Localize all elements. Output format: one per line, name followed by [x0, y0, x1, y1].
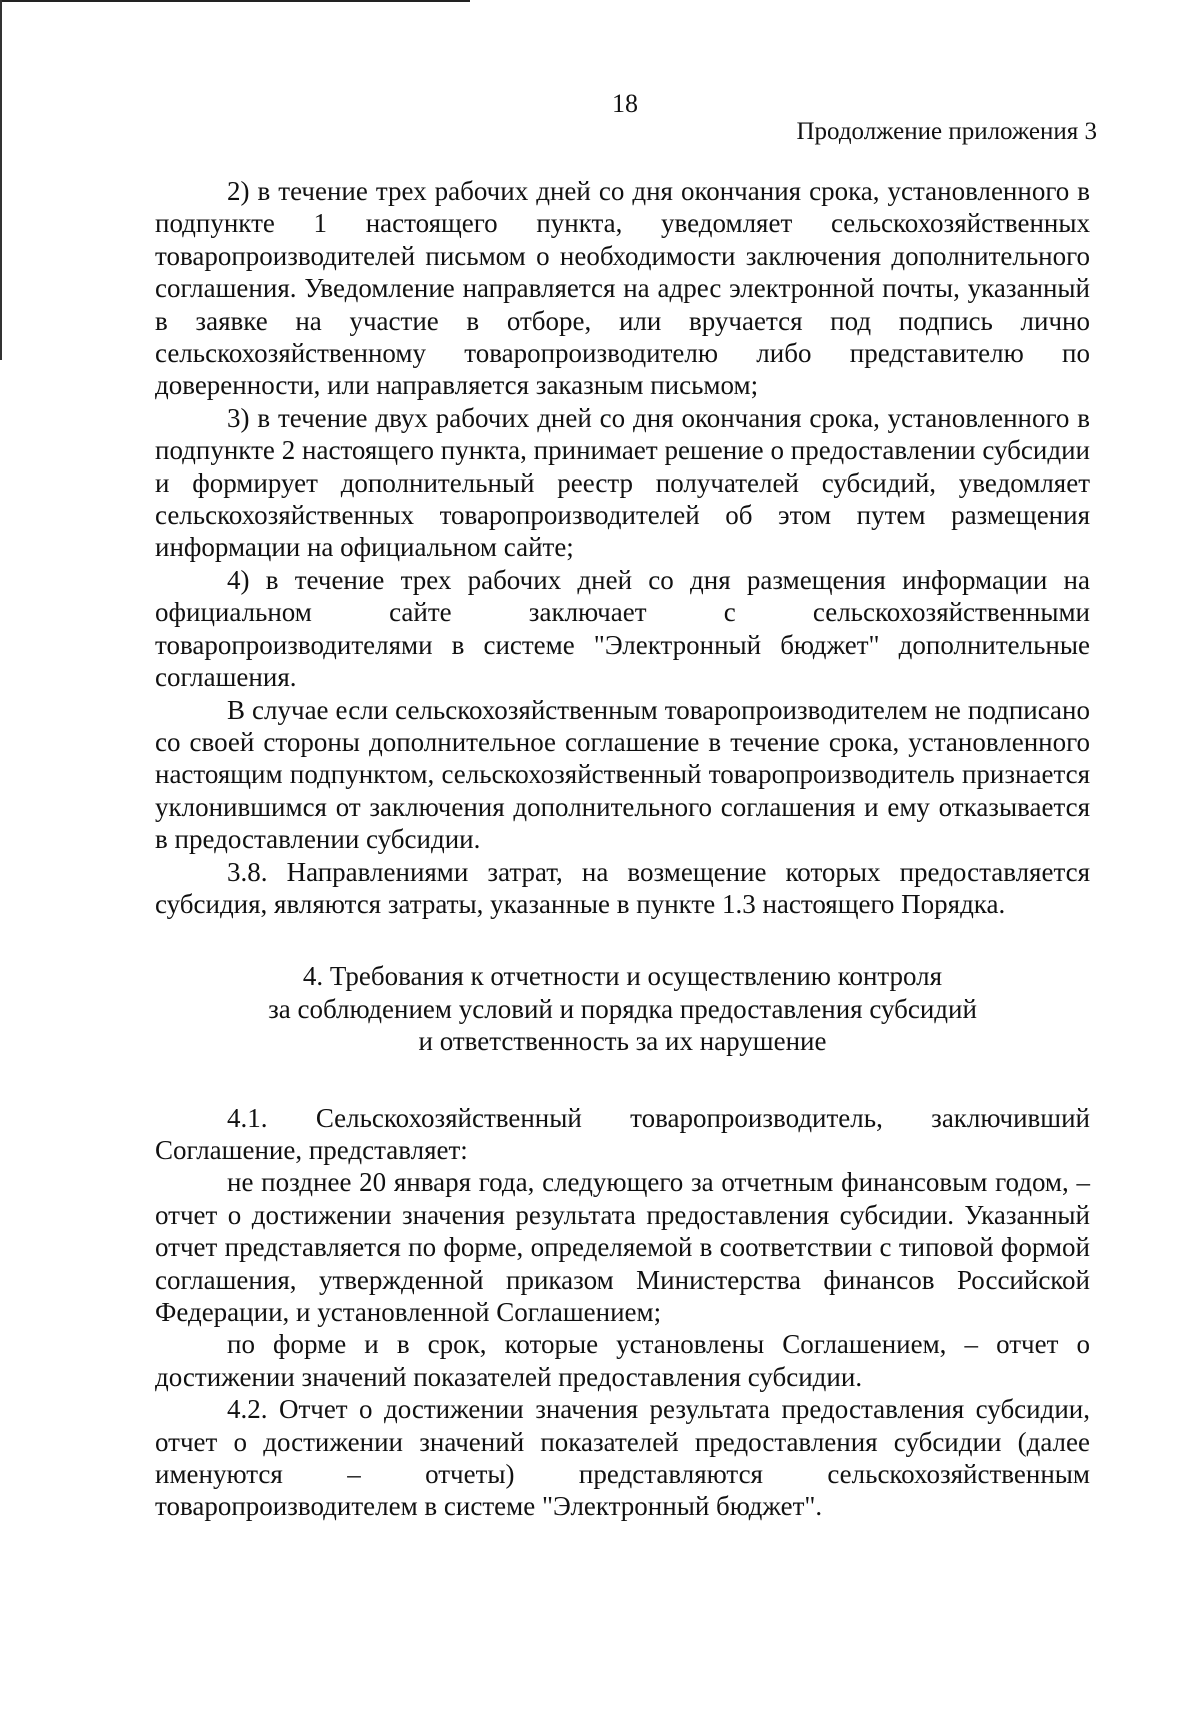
paragraph-4-2: 4.2. Отчет о достижении значения результата предоставления субсидии, отчет о достижении значений показателей предоставления субсидии (далее именуются – отчеты) представляются сельскохозяйственным товаропроизводителем в системе "Электронный бюджет". [155, 1394, 1090, 1522]
scan-edge-left [0, 0, 2, 360]
paragraph-subitem-4: 4) в течение трех рабочих дней со дня размещения информации на официальном сайте заключает с сельскохозяйственными товаропроизводителями в системе "Электронный бюджет" дополнительные соглашения. [155, 564, 1090, 693]
paragraph-refusal-case: В случае если сельскохозяйственным товаропроизводителем не подписано со своей стороны дополнительное соглашение в течение срока, установленного настоящим подпунктом, сельскохозяйственный товаропроизводитель признается уклонившимся от заключения дополнительного соглашения и ему отказывается в предоставлении субсидии. [155, 694, 1090, 855]
scan-edge-top [0, 0, 470, 2]
paragraph-indicators-report: по форме и в срок, которые установлены Соглашением, – отчет о достижении значений показателей предоставления субсидии. [155, 1329, 1090, 1392]
appendix-continuation-note: Продолжение приложения 3 [796, 118, 1097, 145]
document-body [155, 175, 1090, 1523]
paragraph-3-8: 3.8. Направлениями затрат, на возмещение которых предоставляется субсидия, являются затраты, указанные в пункте 1.3 настоящего Порядка. [155, 856, 1090, 919]
paragraph-4-1: 4.1. Сельскохозяйственный товаропроизводитель, заключивший Соглашение, представляет: [155, 1102, 1090, 1165]
section-heading-line: и ответственность за их нарушение [418, 1026, 827, 1057]
section-4-heading [155, 960, 1090, 1057]
section-heading-line: 4. Требования к отчетности и осуществлению контроля [302, 961, 943, 992]
paragraph-subitem-2: 2) в течение трех рабочих дней со дня окончания срока, установленного в подпункте 1 настоящего пункта, уведомляет сельскохозяйственных товаропроизводителей письмом о необходимости заключения дополнительного соглашения. Уведомление направляется на адрес электронной почты, указанный в заявке на участие в отборе, или вручается под подпись лично сельскохозяйственному товаропроизводителю либо представителю по доверенности, или направляется заказным письмом; [155, 176, 1090, 401]
section-heading-line: за соблюдением условий и порядка предоставления субсидий [268, 993, 977, 1024]
paragraph-report-deadline: не позднее 20 января года, следующего за отчетным финансовым годом, – отчет о достижении значения результата предоставления субсидии. Указанный отчет представляется по форме, определяемой в соответствии с типовой формой соглашения, утвержденной приказом Министерства финансов Российской Федерации, и установленной Соглашением; [155, 1167, 1090, 1327]
page-number: 18 [612, 89, 638, 118]
paragraph-subitem-3: 3) в течение двух рабочих дней со дня окончания срока, установленного в подпункте 2 настоящего пункта, принимает решение о предоставлении субсидии и формирует дополнительный реестр получателей субсидий, уведомляет сельскохозяйственных товаропроизводителей об этом путем размещения информации на официальном сайте; [155, 402, 1090, 563]
